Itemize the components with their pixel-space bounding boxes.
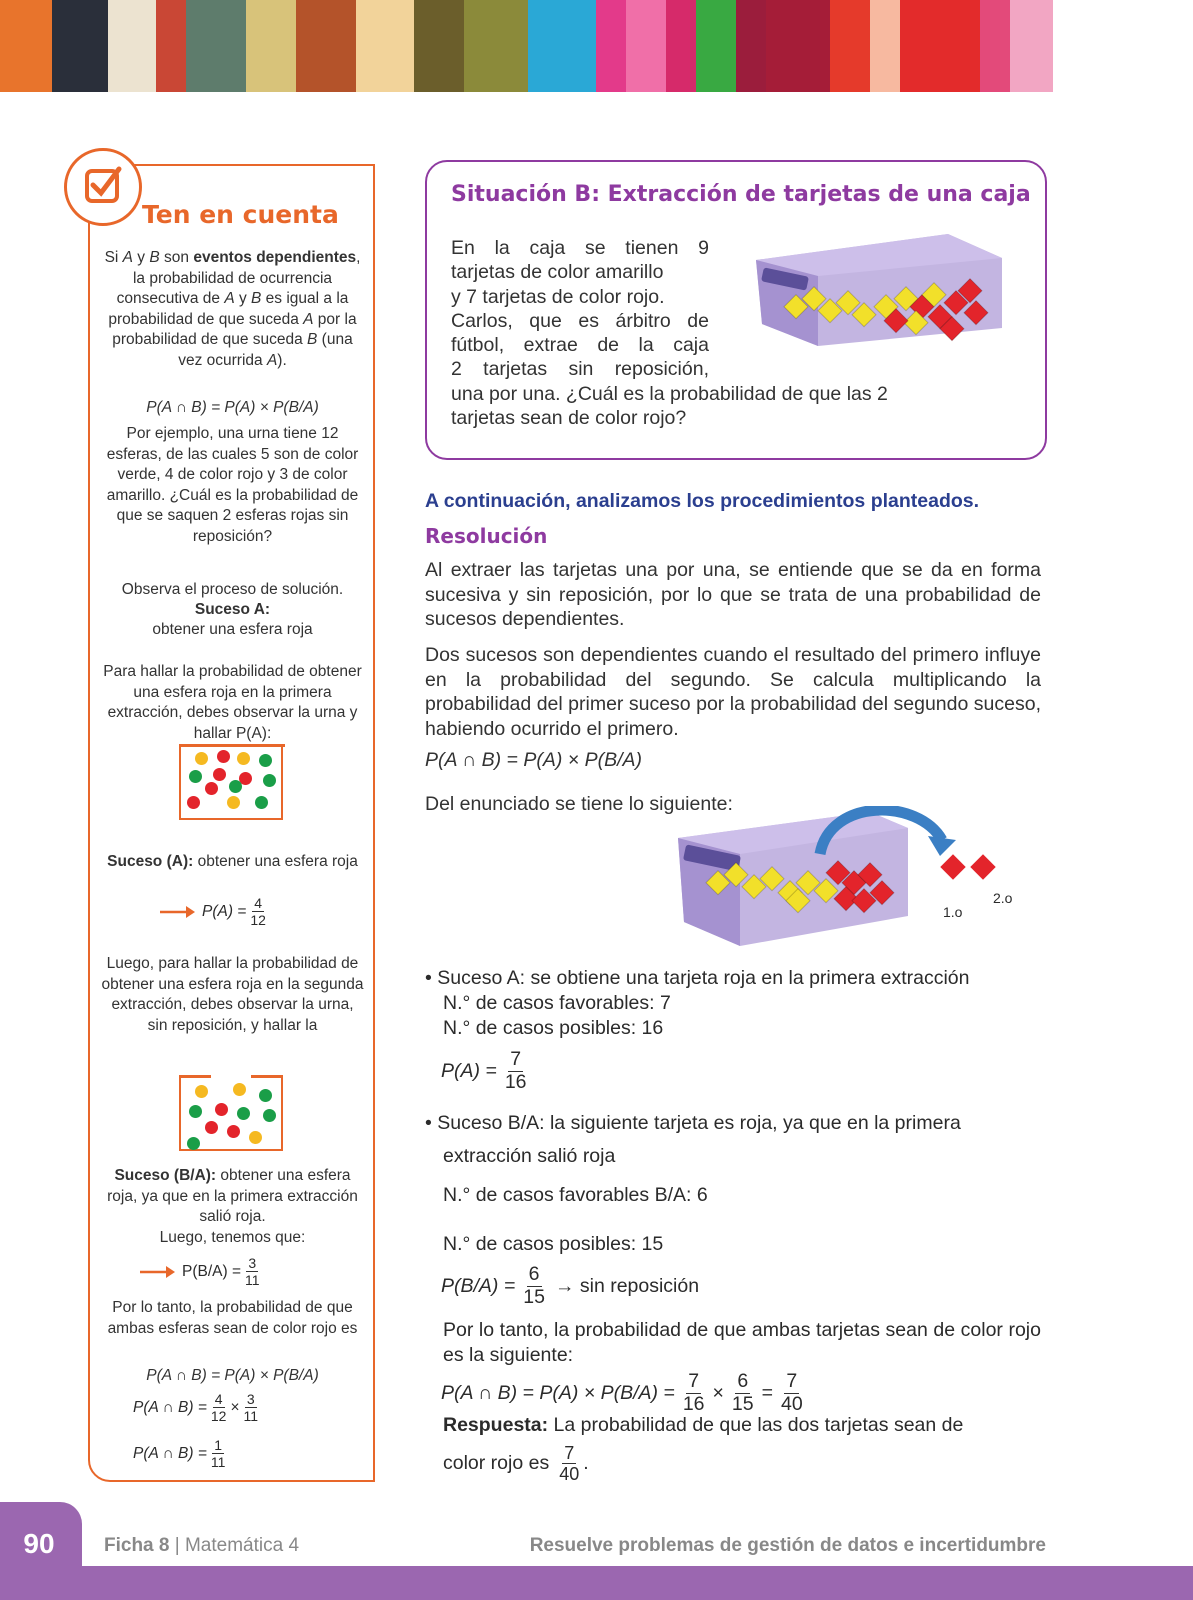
sphere-green [189,770,202,783]
tip-calc-row: P(A ∩ B) = $\frac{4}{12}$ × $\frac{3}{11}$ [133,1391,259,1424]
sphere-green [259,754,272,767]
analysis-p2: Dos sucesos son dependientes cuando el resultado del primero influye en la probabilidad del segundo. Se calcula multiplicando la probabilidad del primer suceso por la probabilidad del segundo suceso, habiendo ocurrido el primero. [425,644,1041,740]
sphere-yellow [227,796,240,809]
fav-ba: N.° de casos favorables B/A: 6 [443,1184,708,1206]
sphere-yellow [195,1085,208,1098]
sphere-red [187,796,200,809]
situation-line: tarjetas sean de color rojo? [451,407,687,430]
label-second-card: 2.o [993,890,1013,906]
sphere-red [205,1121,218,1134]
sphere-green [255,796,268,809]
fav-a: N.° de casos favorables: 7 [443,992,671,1014]
conclusion: Por lo tanto, la probabilidad de que ambas tarjetas sean de color rojo es la siguiente: [443,1319,1041,1366]
tip-pa-row: P(A) = $\frac{4}{12}$ [160,896,270,927]
situation-line: fútbol, extrae de la caja [451,334,709,357]
sphere-yellow [237,752,250,765]
decorative-banner [0,0,1193,92]
analysis-p1: Al extraer las tarjetas una por una, se entiende que se da en forma sucesiva y sin reposición, por lo que se trata de una probabilidad de sucesos dependientes. [425,559,1041,630]
tip-observe: Observa el proceso de solución. [121,581,344,598]
right-arrow-icon [140,1265,176,1279]
tip-suceso-a-desc: obtener una esfera roja [152,621,313,638]
sphere-green [237,1107,250,1120]
suceso-a-line: • Suceso A: se obtiene una tarjeta roja en la primera extracción [425,967,970,989]
analysis-intro: A continuación, analizamos los procedimientos planteados. [425,490,980,512]
final-calc: P(A ∩ B) = P(A) × P(B/A) = $\frac{7}{16}$ × $\frac{6}{15}$ = $\frac{7}{40}$ [441,1370,803,1415]
tip-intro: Si A y B son eventos dependientes, la probabilidad de ocurrencia consecutiva de A y B es igual a la probabilidad de que suceda A por la probabilidad de que suceda B (una vez ocurrida A). [104,249,361,369]
tip-suceso-a2: Suceso (A): obtener una esfera roja [107,853,358,870]
pos-ba: N.° de casos posibles: 15 [443,1233,664,1255]
sphere-yellow [233,1083,246,1096]
answer-line-1: Respuesta: La probabilidad de que las dos tarjetas sean de [443,1414,964,1436]
sphere-green [229,780,242,793]
sphere-green [259,1089,272,1102]
tip-example: Por ejemplo, una urna tiene 12 esferas, de las cuales 5 son de color verde, 4 de color rojo y 3 de color amarillo. ¿Cuál es la probabilidad de que se saquen 2 esferas rojas sin reposición? [106,425,359,545]
resolution-heading: Resolución [425,524,548,548]
sphere-red [213,768,226,781]
situation-line: una por una. ¿Cuál es la probabilidad de que las 2 [451,382,888,405]
suceso-ba-line-2: extracción salió roja [443,1145,616,1167]
tip-final-formula: P(A ∩ B) = P(A) × P(B/A) [146,1367,319,1384]
tip-luego-tenemos: Luego, tenemos que: [159,1229,306,1246]
sphere-red [215,1103,228,1116]
tip-luego: Luego, para hallar la probabilidad de obtener una esfera roja en la segunda extracción, debes observar la urna, sin reposición, y hallar la [101,955,364,1034]
situation-line: Carlos, que es árbitro de [451,309,709,332]
analysis-enunciado: Del enunciado se tiene lo siguiente: [425,793,733,815]
tip-suceso-a-head: Suceso A: [194,601,271,618]
tip-para-hallar: Para hallar la probabilidad de obtener una esfera roja en la primera extracción, debes observar la urna y hallar P(A): [103,663,362,742]
analysis-formula: P(A ∩ B) = P(A) × P(B/A) [425,749,643,771]
pos-a: N.° de casos posibles: 16 [443,1017,664,1039]
sphere-yellow [195,752,208,765]
tip-por-lo-tanto: Por lo tanto, la probabilidad de que ambas esferas sean de color rojo es [107,1299,358,1337]
tip-result-row: P(A ∩ B) = $\frac{1}{11}$ [133,1437,226,1470]
checkbox-icon [67,151,139,223]
situation-line: y 7 tarjetas de color rojo. [451,285,665,308]
card-box-illustration [748,228,1006,348]
tip-title: Ten en cuenta [142,200,339,229]
footer-bar [0,1566,1193,1600]
urn-2 [179,1075,283,1151]
urn-1 [179,744,283,820]
sphere-red [205,782,218,795]
sphere-green [189,1105,202,1118]
tip-pba-row: P(B/A) = $\frac{3}{11}$ [140,1256,264,1287]
footer-ficha: Ficha 8 | Matemática 4 [104,1535,300,1556]
sphere-red [217,750,230,763]
sphere-green [187,1137,200,1150]
footer-competence: Resuelve problemas de gestión de datos e incertidumbre [529,1535,1046,1556]
pa-result: P(A) = $\frac{7}{16}$ [441,1048,527,1093]
tip-suceso-ba: Suceso (B/A): obtener una esfera roja, ya que en la primera extracción salió roja. [107,1167,358,1225]
tip-formula: P(A ∩ B) = P(A) × P(B/A) [146,399,319,416]
sphere-red [227,1125,240,1138]
pba-result: P(B/A) = $\frac{6}{15}$ → sin reposición [441,1263,700,1308]
right-arrow-icon [160,905,196,919]
card-extraction-illustration [670,806,1030,950]
label-first-card: 1.o [943,904,963,920]
suceso-ba-line-1: • Suceso B/A: la siguiente tarjeta es roja, ya que en la primera [425,1112,961,1134]
sphere-green [263,1109,276,1122]
situation-line: 2 tarjetas sin reposición, [451,358,709,381]
page-number: 90 [23,1528,55,1559]
situation-title: Situación B: Extracción de tarjetas de una caja [451,182,1031,207]
sphere-yellow [249,1131,262,1144]
sphere-green [263,774,276,787]
tip-icon-circle [64,148,142,226]
situation-line: En la caja se tienen 9 [451,237,709,259]
answer-line-2: color rojo es $\frac{7}{40}$ . [443,1443,589,1484]
situation-line: tarjetas de color amarillo [451,261,664,284]
